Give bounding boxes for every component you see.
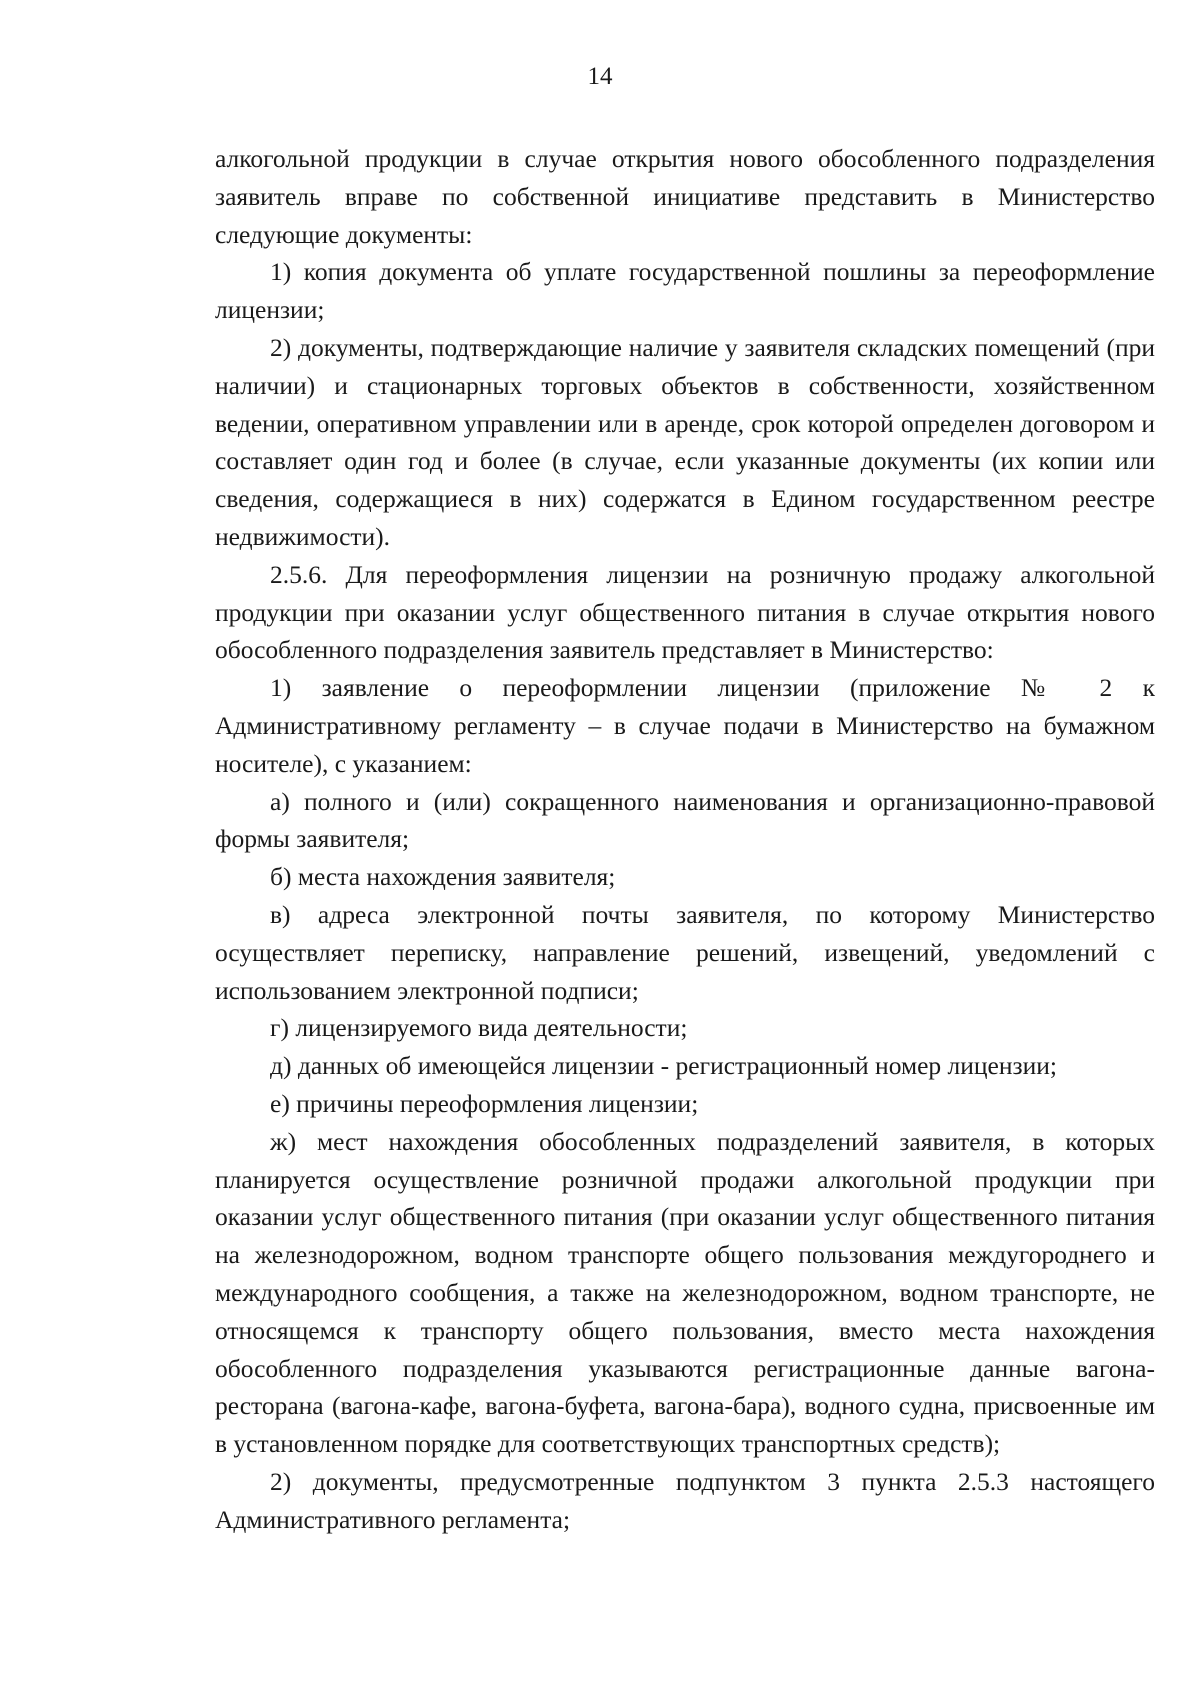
document-body [215,140,1155,1538]
paragraph: 2) документы, предусмотренные подпунктом 3 пункта 2.5.3 настоящего Административного регламента; [215,1466,1155,1534]
paragraph: д) данных об имеющейся лицензии - регистрационный номер лицензии; [270,1051,1057,1081]
paragraph: а) полного и (или) сокращенного наименования и организационно-правовой формы заявителя; [215,786,1155,854]
paragraph: 1) копия документа об уплате государственной пошлины за переоформление лицензии; [215,257,1155,325]
paragraph: 2.5.6. Для переоформления лицензии на розничную продажу алкогольной продукции при оказании услуг общественного питания в случае открытия нового обособленного подразделения заявитель представляет в Министерство: [215,559,1155,665]
paragraph: ж) мест нахождения обособленных подразделений заявителя, в которых планируется осуществление розничной продажи алкогольной продукции при оказании услуг общественного питания (при оказании услуг общественного питания на железнодорожном, водном транспорте общего пользования междугороднего и международного сообщения, а также на железнодорожном, водном транспорте, не относящемся к транспорту общего пользования, вместо места нахождения обособленного подразделения указываются регистрационные данные вагона-ресторана (вагона-кафе, вагона-буфета, вагона-бара), водного судна, присвоенные им в установленном порядке для соответствующих транспортных средств); [215,1126,1155,1459]
paragraph: г) лицензируемого вида деятельности; [270,1013,688,1043]
paragraph: 2) документы, подтверждающие наличие у заявителя складских помещений (при наличии) и стационарных торговых объектов в собственности, хозяйственном ведении, оперативном управлении или в аренде, срок которой определен договором и составляет один год и более (в случае, если указанные документы (их копии или сведения, содержащиеся в них) содержатся в Едином государственном реестре недвижимости). [215,332,1155,551]
paragraph: е) причины переоформления лицензии; [270,1088,699,1118]
paragraph: 1) заявление о переоформлении лицензии (приложение № 2 к Административному регламенту – в случае подачи в Министерство на бумажном носителе), с указанием: [215,673,1155,778]
paragraph: б) места нахождения заявителя; [270,862,616,892]
paragraph: алкогольной продукции в случае открытия нового обособленного подразделения заявитель вправе по собственной инициативе представить в Министерство следующие документы: [215,144,1155,249]
page-number: 14 [587,63,613,90]
paragraph: в) адреса электронной почты заявителя, по которому Министерство осуществляет переписку, направление решений, извещений, уведомлений с использованием электронной подписи; [215,899,1155,1005]
